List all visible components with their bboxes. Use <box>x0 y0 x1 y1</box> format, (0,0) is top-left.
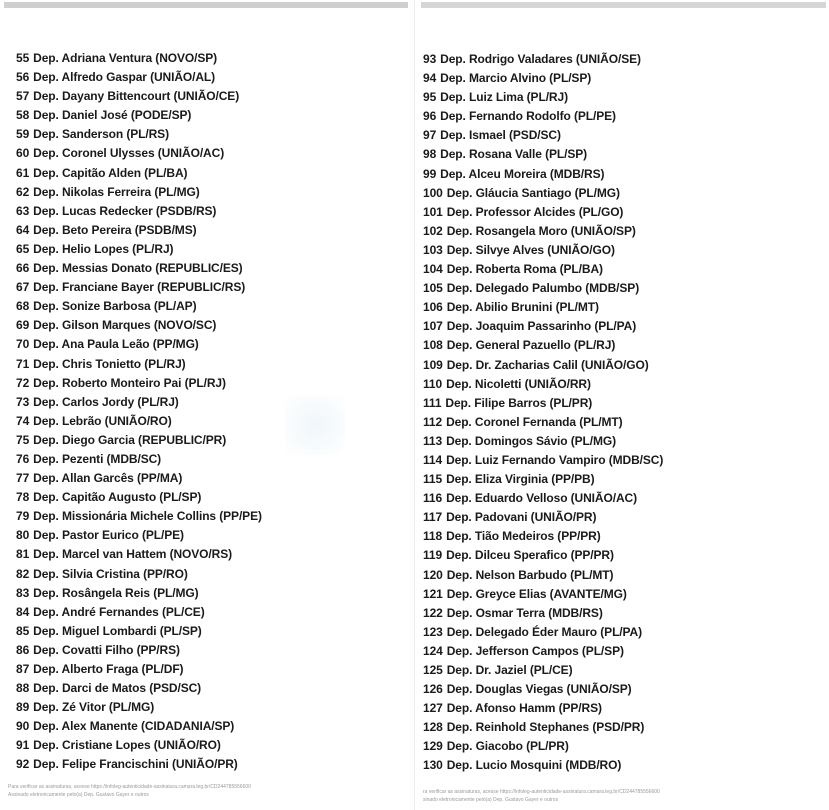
signatory-item <box>423 718 663 737</box>
deputy-name: Dep. Silvye Alves (UNIÃO/GO) <box>446 242 615 257</box>
signatory-item <box>16 240 262 259</box>
signatory-item <box>423 451 663 470</box>
signatory-item <box>423 69 663 88</box>
item-number: 95 <box>423 90 437 105</box>
deputy-name: Dep. Sanderson (PL/RS) <box>33 127 169 142</box>
item-number: 97 <box>423 128 437 143</box>
item-number: 122 <box>423 605 443 620</box>
signatory-item <box>423 508 663 527</box>
signatory-item <box>16 412 262 431</box>
deputy-name: Dep. Osmar Terra (MDB/RS) <box>446 605 603 620</box>
signatory-item <box>423 680 663 699</box>
deputy-name: Dep. Filipe Barros (PL/PR) <box>445 395 593 410</box>
item-number: 129 <box>423 739 443 754</box>
deputy-name: Dep. Carlos Jordy (PL/RJ) <box>33 394 179 409</box>
signatory-item <box>423 661 663 680</box>
signatory-item <box>423 413 663 432</box>
item-number: 96 <box>423 109 437 124</box>
item-number: 89 <box>16 700 30 715</box>
item-number: 103 <box>423 242 443 257</box>
deputy-name: Dep. Silvia Cristina (PP/RO) <box>33 566 188 581</box>
signatory-item <box>423 394 663 413</box>
signatory-item <box>423 203 663 222</box>
item-number: 59 <box>16 127 30 142</box>
deputy-name: Dep. Adriana Ventura (NOVO/SP) <box>33 51 218 65</box>
item-number: 83 <box>16 585 30 600</box>
signatory-item <box>16 660 262 679</box>
item-number: 119 <box>423 548 443 563</box>
signatory-item <box>423 699 663 718</box>
item-number: 75 <box>16 432 30 447</box>
item-number: 90 <box>16 719 30 734</box>
deputy-name: Dep. Zé Vitor (PL/MG) <box>33 700 155 715</box>
item-number: 85 <box>16 623 30 638</box>
signatory-item <box>16 431 262 450</box>
signatory-item <box>16 641 262 660</box>
deputy-name: Dep. Domingos Sávio (PL/MG) <box>446 433 617 448</box>
deputy-name: Dep. Lucio Mosquini (MDB/RO) <box>446 758 622 773</box>
signatory-item <box>16 297 262 316</box>
signatory-item <box>16 202 262 221</box>
deputy-name: Dep. Delegado Palumbo (MDB/SP) <box>446 281 640 296</box>
item-number: 112 <box>423 414 443 429</box>
signatory-item <box>423 336 663 355</box>
item-number: 63 <box>16 203 30 218</box>
deputy-name: Dep. Gilson Marques (NOVO/SC) <box>33 318 217 333</box>
item-number: 127 <box>423 701 443 716</box>
signatory-item <box>423 604 663 623</box>
signatory-item <box>16 49 262 68</box>
item-number: 105 <box>423 281 443 296</box>
deputy-name: Dep. André Fernandes (PL/CE) <box>33 604 205 619</box>
deputy-name: Dep. Sonize Barbosa (PL/AP) <box>33 299 197 314</box>
signatory-item <box>423 88 663 107</box>
item-number: 117 <box>423 510 443 525</box>
footer-signed-line: Assinado eletronicamente pelo(a) Dep. Gustavo Gayer e outros <box>8 792 149 798</box>
signatory-item <box>423 566 663 585</box>
footer-signed-line: sinado eletronicamente pelo(a) Dep. Gustavo Gayer e outros <box>423 797 559 803</box>
deputy-name: Dep. Rosângela Reis (PL/MG) <box>33 585 199 600</box>
signatory-item <box>16 316 262 335</box>
deputy-name: Dep. Ana Paula Leão (PP/MG) <box>33 337 199 352</box>
deputy-name: Dep. Chris Tonietto (PL/RJ) <box>33 356 186 371</box>
item-number: 108 <box>423 338 443 353</box>
signatory-item <box>16 622 262 641</box>
deputy-name: Dep. Professor Alcides (PL/GO) <box>446 204 624 219</box>
item-number: 109 <box>423 357 443 372</box>
page-top-edge <box>421 2 826 8</box>
deputy-name: Dep. Messias Donato (REPUBLIC/ES) <box>33 261 243 276</box>
signatory-item <box>423 222 663 241</box>
signatory-item <box>16 125 262 144</box>
signatory-item <box>16 221 262 240</box>
signatory-item <box>423 546 663 565</box>
signatory-item <box>423 737 663 756</box>
signatory-item <box>16 278 262 297</box>
deputy-name: Dep. Padovani (UNIÃO/PR) <box>446 510 597 525</box>
deputy-name: Dep. Luiz Fernando Vampiro (MDB/SC) <box>446 452 664 467</box>
signatory-item <box>16 545 262 564</box>
item-number: 102 <box>423 223 443 238</box>
item-number: 118 <box>423 529 443 544</box>
item-number: 84 <box>16 604 30 619</box>
deputy-name: Dep. Beto Pereira (PSDB/MS) <box>33 222 197 237</box>
signatory-item <box>423 375 663 394</box>
item-number: 128 <box>423 720 443 735</box>
deputy-name: Dep. Rodrigo Valadares (UNIÃO/SE) <box>440 52 641 66</box>
deputy-name: Dep. Ismael (PSD/SC) <box>440 128 561 143</box>
item-number: 91 <box>16 738 30 753</box>
deputy-name: Dep. Douglas Viegas (UNIÃO/SP) <box>446 682 632 697</box>
item-number: 88 <box>16 681 30 696</box>
deputy-name: Dep. Rosana Valle (PL/SP) <box>440 147 588 162</box>
signatory-item <box>423 165 663 184</box>
authenticity-footer-left <box>8 783 251 799</box>
signatory-item <box>16 144 262 163</box>
item-number: 94 <box>423 71 437 86</box>
item-number: 82 <box>16 566 30 581</box>
signatory-item <box>16 488 262 507</box>
signatory-item <box>16 584 262 603</box>
deputy-name: Dep. Lucas Redecker (PSDB/RS) <box>33 203 217 218</box>
signatory-item <box>423 756 663 775</box>
item-number: 120 <box>423 567 443 582</box>
deputy-name: Dep. Missionária Michele Collins (PP/PE) <box>33 509 262 524</box>
signatory-item <box>16 755 262 774</box>
item-number: 115 <box>423 472 443 487</box>
deputy-name: Dep. Alfredo Gaspar (UNIÃO/AL) <box>33 70 216 85</box>
deputy-name: Dep. Covatti Filho (PP/RS) <box>33 642 180 657</box>
signatory-item <box>423 432 663 451</box>
deputy-name: Dep. Eduardo Velloso (UNIÃO/AC) <box>446 491 637 506</box>
deputy-name: Dep. Capitão Alden (PL/BA) <box>33 165 188 180</box>
signatory-item <box>423 107 663 126</box>
signatory-item <box>423 623 663 642</box>
deputy-name: Dep. Capitão Augusto (PL/SP) <box>33 490 202 505</box>
signatory-list-left <box>16 49 262 775</box>
deputy-name: Dep. Marcio Alvino (PL/SP) <box>440 71 592 86</box>
item-number: 57 <box>16 89 30 104</box>
item-number: 92 <box>16 757 30 772</box>
item-number: 101 <box>423 204 443 219</box>
signatory-item <box>16 526 262 545</box>
deputy-name: Dep. Lebrão (UNIÃO/RO) <box>33 413 172 428</box>
signatory-item <box>423 145 663 164</box>
item-number: 111 <box>423 395 442 410</box>
signatory-item <box>16 507 262 526</box>
item-number: 56 <box>16 70 30 85</box>
deputy-name: Dep. Jefferson Campos (PL/SP) <box>446 643 624 658</box>
deputy-name: Dep. Greyce Elias (AVANTE/MG) <box>446 586 627 601</box>
signatory-item <box>423 356 663 375</box>
item-number: 116 <box>423 491 443 506</box>
item-number: 125 <box>423 663 443 677</box>
item-number: 62 <box>16 184 30 199</box>
signatory-item <box>423 298 663 317</box>
signatory-item <box>16 183 262 202</box>
deputy-name: Dep. Gláucia Santiago (PL/MG) <box>446 185 620 200</box>
item-number: 58 <box>16 108 30 123</box>
item-number: 65 <box>16 241 30 256</box>
item-number: 68 <box>16 299 30 314</box>
signatory-item <box>16 164 262 183</box>
signatory-item <box>16 736 262 755</box>
deputy-name: Dep. Diego Garcia (REPUBLIC/PR) <box>33 432 227 447</box>
deputy-name: Dep. Pastor Eurico (PL/PE) <box>33 528 184 543</box>
signatory-item <box>16 603 262 622</box>
item-number: 99 <box>423 166 437 181</box>
item-number: 74 <box>16 413 30 428</box>
item-number: 64 <box>16 222 30 237</box>
item-number: 104 <box>423 262 443 277</box>
deputy-name: Dep. Joaquim Passarinho (PL/PA) <box>446 319 637 334</box>
deputy-name: Dep. Coronel Ulysses (UNIÃO/AC) <box>33 146 225 161</box>
deputy-name: Dep. Franciane Bayer (REPUBLIC/RS) <box>33 280 246 295</box>
deputy-name: Dep. Dr. Jaziel (PL/CE) <box>446 663 573 677</box>
deputy-name: Dep. Afonso Hamm (PP/RS) <box>446 701 602 716</box>
signatory-item <box>423 317 663 336</box>
item-number: 124 <box>423 643 443 658</box>
item-number: 55 <box>16 51 30 65</box>
deputy-name: Dep. Helio Lopes (PL/RJ) <box>33 241 174 256</box>
signatory-list-right <box>423 50 663 776</box>
deputy-name: Dep. Daniel José (PODE/SP) <box>33 108 192 123</box>
authenticity-footer-right <box>423 788 660 804</box>
signatory-item <box>423 585 663 604</box>
deputy-name: Dep. Fernando Rodolfo (PL/PE) <box>440 109 616 124</box>
deputy-name: Dep. Dr. Zacharias Calil (UNIÃO/GO) <box>446 357 649 372</box>
deputy-name: Dep. Alceu Moreira (MDB/RS) <box>440 166 605 181</box>
deputy-name: Dep. Dayany Bittencourt (UNIÃO/CE) <box>33 89 240 104</box>
item-number: 77 <box>16 471 30 486</box>
item-number: 113 <box>423 433 443 448</box>
item-number: 69 <box>16 318 30 333</box>
signatory-item <box>423 279 663 298</box>
signatory-item <box>16 717 262 736</box>
signatory-item <box>16 679 262 698</box>
item-number: 107 <box>423 319 443 334</box>
deputy-name: Dep. Delegado Éder Mauro (PL/PA) <box>446 624 643 639</box>
scan-smudge <box>285 395 345 455</box>
signatory-item <box>16 565 262 584</box>
deputy-name: Dep. Nicoletti (UNIÃO/RR) <box>446 376 591 391</box>
signatory-item <box>423 126 663 145</box>
deputy-name: Dep. General Pazuello (PL/RJ) <box>446 338 616 353</box>
item-number: 100 <box>423 185 443 200</box>
footer-verify-line: Para verificar as assinaturas, acesse https://infoleg-autenticidade-assinatura.camara.leg.br/CD244785556600 <box>8 784 251 790</box>
signatory-item <box>16 450 262 469</box>
item-number: 123 <box>423 624 443 639</box>
item-number: 78 <box>16 490 30 505</box>
item-number: 86 <box>16 642 30 657</box>
item-number: 126 <box>423 682 443 697</box>
deputy-name: Dep. Felipe Francischini (UNIÃO/PR) <box>33 757 238 772</box>
deputy-name: Dep. Darci de Matos (PSD/SC) <box>33 681 202 696</box>
deputy-name: Dep. Giacobo (PL/PR) <box>446 739 569 754</box>
deputy-name: Dep. Luiz Lima (PL/RJ) <box>440 90 568 105</box>
item-number: 114 <box>423 452 443 467</box>
signatory-item <box>16 259 262 278</box>
item-number: 66 <box>16 261 30 276</box>
item-number: 110 <box>423 376 443 391</box>
item-number: 71 <box>16 356 30 371</box>
signatory-item <box>423 50 663 69</box>
deputy-name: Dep. Cristiane Lopes (UNIÃO/RO) <box>33 738 221 753</box>
item-number: 73 <box>16 394 30 409</box>
deputy-name: Dep. Tião Medeiros (PP/PR) <box>446 529 601 544</box>
footer-verify-line: ra verificar as assinaturas, acesse https://infoleg-autenticidade-assinatura.camara.leg.br/CD244785556600 <box>423 789 660 795</box>
signatory-item <box>16 374 262 393</box>
signatory-item <box>16 698 262 717</box>
item-number: 106 <box>423 300 443 315</box>
deputy-name: Dep. Reinhold Stephanes (PSD/PR) <box>446 720 645 735</box>
deputy-name: Dep. Eliza Virginia (PP/PB) <box>446 472 595 487</box>
signatory-item <box>16 87 262 106</box>
item-number: 130 <box>423 758 443 773</box>
signatory-item <box>16 469 262 488</box>
deputy-name: Dep. Roberto Monteiro Pai (PL/RJ) <box>33 375 226 390</box>
signatory-item <box>16 68 262 87</box>
deputy-name: Dep. Alex Manente (CIDADANIA/SP) <box>33 719 235 734</box>
signatory-item <box>423 527 663 546</box>
signatory-item <box>423 642 663 661</box>
signatory-item <box>16 335 262 354</box>
item-number: 79 <box>16 509 30 524</box>
item-number: 70 <box>16 337 30 352</box>
deputy-name: Dep. Miguel Lombardi (PL/SP) <box>33 623 202 638</box>
deputy-name: Dep. Nelson Barbudo (PL/MT) <box>446 567 614 582</box>
deputy-name: Dep. Abilio Brunini (PL/MT) <box>446 300 599 315</box>
deputy-name: Dep. Allan Garcês (PP/MA) <box>33 471 183 486</box>
item-number: 76 <box>16 451 30 466</box>
signatory-item <box>16 393 262 412</box>
signatory-item <box>423 241 663 260</box>
deputy-name: Dep. Roberta Roma (PL/BA) <box>446 262 603 277</box>
item-number: 72 <box>16 375 30 390</box>
signatory-item <box>423 184 663 203</box>
deputy-name: Dep. Pezenti (MDB/SC) <box>33 451 162 466</box>
signatory-item <box>423 489 663 508</box>
item-number: 80 <box>16 528 30 543</box>
signatory-item <box>16 355 262 374</box>
deputy-name: Dep. Alberto Fraga (PL/DF) <box>33 662 184 676</box>
item-number: 67 <box>16 280 30 295</box>
item-number: 121 <box>423 586 443 601</box>
deputy-name: Dep. Dilceu Sperafico (PP/PR) <box>446 548 614 563</box>
signatory-item <box>423 470 663 489</box>
item-number: 61 <box>16 165 30 180</box>
deputy-name: Dep. Coronel Fernanda (PL/MT) <box>446 414 623 429</box>
left-page <box>0 0 414 810</box>
page-top-edge <box>4 2 408 8</box>
item-number: 93 <box>423 52 437 66</box>
item-number: 87 <box>16 662 30 676</box>
item-number: 81 <box>16 547 30 562</box>
deputy-name: Dep. Rosangela Moro (UNIÃO/SP) <box>446 223 636 238</box>
item-number: 60 <box>16 146 30 161</box>
deputy-name: Dep. Nikolas Ferreira (PL/MG) <box>33 184 200 199</box>
deputy-name: Dep. Marcel van Hattem (NOVO/RS) <box>33 547 233 562</box>
item-number: 98 <box>423 147 437 162</box>
signatory-item <box>423 260 663 279</box>
signatory-item <box>16 106 262 125</box>
